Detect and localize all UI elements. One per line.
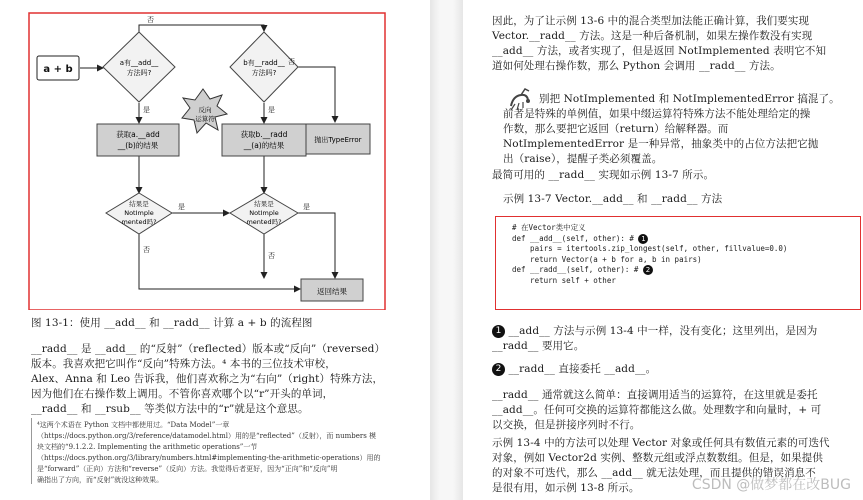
flow-edge-label-yes: 是 (268, 106, 275, 114)
callout-marker-2: 2 (643, 265, 653, 275)
text-line: 版本。我喜欢把它叫作“反向”特殊方法。⁴ 本书的三位技术审校， (31, 358, 336, 370)
text-line: __add__ 方法，或者实现了，但是返回 NotImplemented 表明它不知 (492, 45, 827, 57)
body-paragraph (492, 388, 862, 433)
flow-decision-label: 方法吗? (251, 69, 277, 77)
flow-decision-label: mented吗? (246, 218, 282, 226)
footnote-line: ⁴这两个术语在 Python 文档中都使用过。“Data Model”一章 (37, 421, 230, 429)
flow-decision-label: NotImple (249, 209, 279, 217)
text-line: __radd__ 和 __rsub__ 等类似方法中的“r”就是这个意思。 (31, 403, 309, 415)
text-line: 因为他们在右操作数上调用。不管你喜欢哪个以“r”开头的单词， (31, 388, 334, 400)
text-line: 示例 13-4 中的方法可以处理 Vector 对象或任何具有数值元素的可迭代 (492, 437, 830, 449)
text-line: 以交换，但是拼接序列时不行。 (492, 419, 641, 431)
flow-box-label: 返回结果 (317, 287, 347, 296)
flow-box-label: __(a)的结果 (243, 141, 285, 150)
text-line: NotImplementedError 是一种异常，抽象类中的占位方法把它抛 (503, 138, 819, 150)
flow-edge-label-no: 否 (268, 252, 275, 260)
body-paragraph: 最简可用的 __radd__ 实现如示例 13-7 所示。 (492, 169, 715, 181)
flow-get-add-result (97, 124, 179, 156)
flow-box-label: 获取a.__add (116, 130, 160, 139)
flow-decision-label: NotImple (124, 209, 154, 217)
body-paragraph (492, 14, 862, 74)
code-line: # 在Vector类中定义 (512, 223, 586, 232)
flow-decision-b-has-radd (230, 32, 298, 102)
code-text: def __radd__(self, other): # (512, 265, 643, 274)
figure-frame (29, 13, 385, 310)
flow-start-label: a + b (43, 64, 73, 75)
text-line: 因此，为了让示例 13-6 中的混合类型加法能正确计算，我们要实现 (492, 15, 810, 27)
text-line: Vector.__radd__ 方法。这是一种后备机制，如果左操作数没有实现 (492, 30, 813, 42)
flow-edge-label-no: 否 (143, 246, 150, 254)
flow-decision-label: 结果是 (129, 200, 149, 208)
code-listing (495, 216, 861, 310)
footnote-line: 是“forward”（正向）方法和“reverse”（反向）方法。我觉得后者更好，因为“正向”和“反向”明 (37, 465, 338, 473)
footnote-line: 确指出了方向，而“反射”就没这种效果。 (37, 476, 164, 484)
flow-box-label: 抛出TypeError (314, 136, 362, 144)
flow-box-label: __(b)的结果 (117, 141, 159, 150)
code-line (512, 234, 787, 245)
note-text: __radd__ 直接委托 __add__。 (508, 363, 657, 375)
flow-edge-label-yes: 是 (303, 203, 310, 211)
flow-decision-label: b有__radd__ (243, 59, 285, 67)
callout-note-2 (492, 362, 656, 377)
text-line: 是很有用，如示例 13-8 所示。 (492, 482, 640, 494)
text-line: 前者是特殊的单例值，如果中缀运算符特殊方法不能处理给定的操 (503, 108, 811, 120)
code-line: return self + other (512, 275, 616, 285)
body-paragraph (31, 342, 426, 417)
text-line: __radd__ 是 __add__ 的“反射”（reflected）版本或“反向”（reversed） (31, 343, 386, 355)
note-text: __add__ 方法与示例 13-4 中一样，没有变化；这里列出，是因为 (508, 325, 818, 337)
page-gutter (430, 0, 463, 500)
flow-edge-label-yes: 是 (143, 106, 150, 114)
callout-note-1 (492, 324, 862, 354)
flow-decision-label: mented吗? (121, 218, 157, 226)
footnote-rule (31, 418, 36, 484)
flow-decision-label: a有__add__ (119, 59, 159, 67)
flow-star-label: 运算符 (195, 115, 215, 123)
code-text: def __add__(self, other): # (512, 233, 639, 243)
footnote-line: 块文档的“9.1.2.2. Implementing the arithmetic operations”一节 (37, 443, 258, 451)
footnote-line: （https://docs.python.org/3/reference/datamodel.html）用的是“reflected”（反射），而 numbers 模 (37, 432, 377, 440)
flow-box-label: 获取b.__radd (240, 130, 288, 139)
text-line: 道如何处理右操作数，那么 Python 会调用 __radd__ 方法。 (492, 60, 781, 72)
flow-edge-label-no: 否 (288, 58, 295, 66)
flow-decision-a-has-add (103, 32, 175, 102)
code-line (512, 265, 787, 276)
figure-caption: 图 13-1：使用 __add__ 和 __radd__ 计算 a + b 的流程图 (31, 317, 313, 329)
flow-decision-label: 结果是 (254, 200, 274, 208)
text-line: __radd__ 要用它。 (492, 340, 585, 352)
example-title: 示例 13-7 Vector.__add__ 和 __radd__ 方法 (503, 193, 723, 205)
right-page (463, 0, 863, 500)
text-line: 别把 NotImplemented 和 NotImplementedError 搞混了。 (539, 93, 840, 105)
code-line: pairs = itertools.zip_longest(self, other, fillvalue=0.0) (512, 244, 788, 253)
text-line: 的对象不可迭代，那么 __add__ 就无法处理，而且提供的错误消息不 (492, 467, 816, 479)
text-line: 出（raise），提醒子类必须覆盖。 (503, 153, 663, 165)
text-line: 对象，例如 Vector2d 实例、整数元组或浮点数数组。但是，如果提供 (492, 452, 823, 464)
footnote-line: （https://docs.python.org/3/library/numbers.html#implementing-the-arithmetic-operations）用的 (37, 454, 381, 462)
text-line: __radd__ 通常就这么简单：直接调用适当的运算符，在这里就是委托 (492, 389, 818, 401)
footnote (37, 420, 427, 486)
flow-edge-label-no: 否 (147, 16, 154, 24)
tip-note (503, 92, 863, 167)
text-line: Alex、Anna 和 Leo 告诉我，他们喜欢称之为“右向”（right）特殊方法， (31, 373, 384, 385)
text-line: 作数，那么要把它返回（return）给解释器。而 (503, 123, 729, 135)
flowchart-figure (0, 0, 430, 310)
callout-badge-2: 2 (492, 363, 505, 376)
flow-star-label: 反向 (198, 106, 212, 114)
flow-decision-label: 方法吗? (126, 69, 152, 77)
code-line: return Vector(a + b for a, b in pairs) (512, 254, 702, 264)
left-page (0, 0, 430, 500)
watermark: CSDN @做梦都在改BUG (691, 477, 851, 493)
callout-marker-1: 1 (638, 234, 648, 244)
flow-edge-label-yes: 是 (178, 203, 185, 211)
callout-badge-1: 1 (492, 325, 505, 338)
text-line (492, 324, 862, 339)
flow-get-radd-result (222, 124, 306, 156)
text-line: __add__。任何可交换的运算符都能这么做。处理数字和向量时，+ 可 (492, 404, 822, 416)
